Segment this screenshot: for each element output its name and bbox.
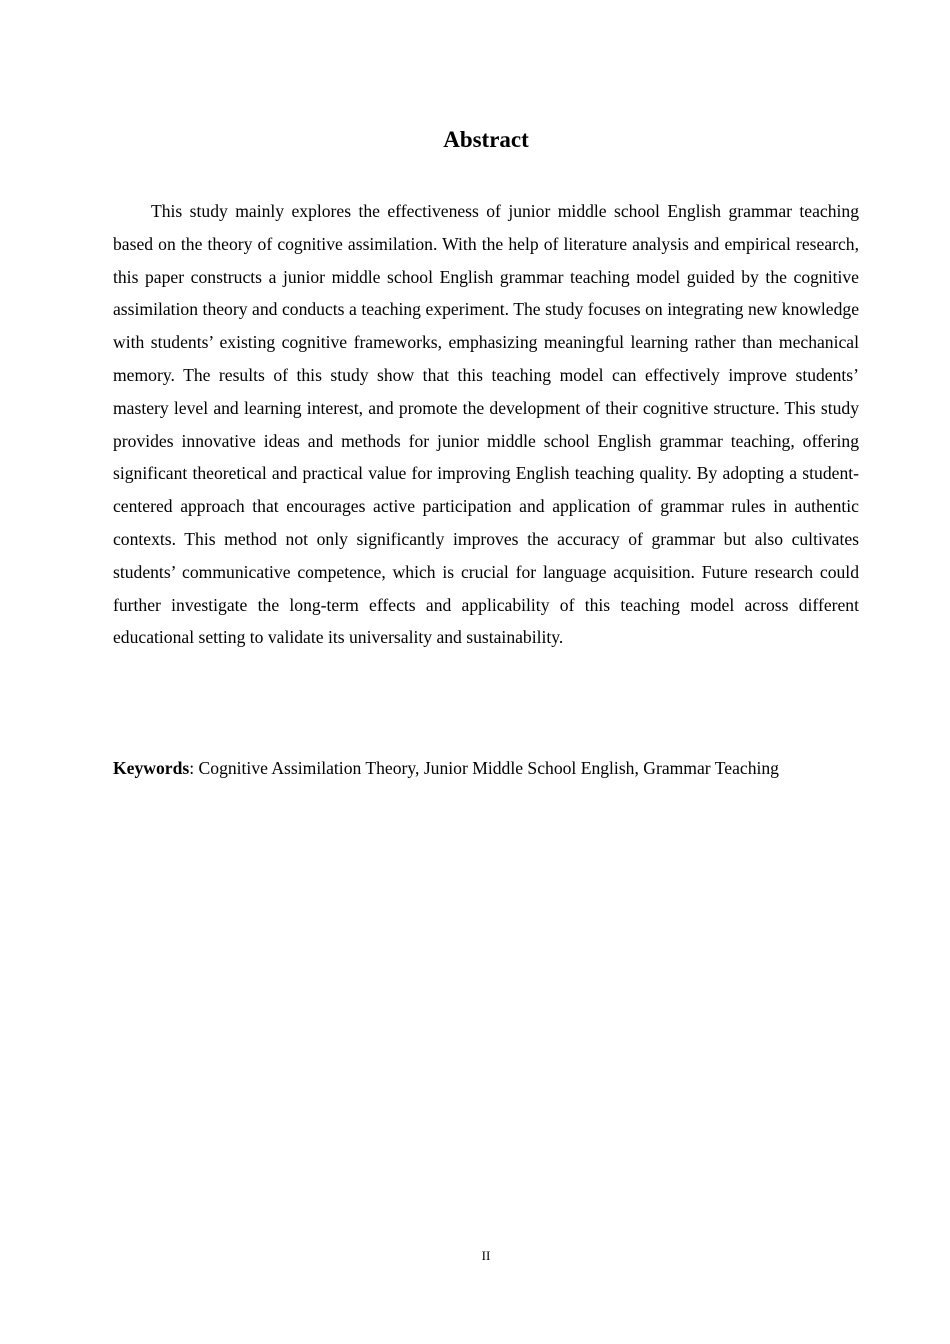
keywords-label: Keywords <box>113 758 190 778</box>
abstract-body: This study mainly explores the effectiveness of junior middle school English grammar teaching based on the theory of cognitive assimilation. With the help of literature analysis and empirical research, this paper constructs a junior middle school English grammar teaching model guided by the cognitive assimilation theory and conducts a teaching experiment. The study focuses on integrating new knowledge with students’ existing cognitive frameworks, emphasizing meaningful learning rather than mechanical memory. The results of this study show that this teaching model can effectively improve students’ mastery level and learning interest, and promote the development of their cognitive structure. This study provides innovative ideas and methods for junior middle school English grammar teaching, offering significant theoretical and practical value for improving English teaching quality. By adopting a student-centered approach that encourages active participation and application of grammar rules in authentic contexts. This method not only significantly improves the accuracy of grammar but also cultivates students’ communicative competence, which is crucial for language acquisition. Future research could further investigate the long-term effects and applicability of this teaching model across different educational setting to validate its universality and sustainability. <box>113 201 859 648</box>
keywords-separator: : <box>189 758 199 778</box>
keywords-text: Cognitive Assimilation Theory, Junior Middle School English, Grammar Teaching <box>198 758 779 778</box>
page-number: II <box>481 1248 491 1263</box>
keywords-line <box>113 752 873 784</box>
abstract-title: Abstract <box>443 127 529 152</box>
